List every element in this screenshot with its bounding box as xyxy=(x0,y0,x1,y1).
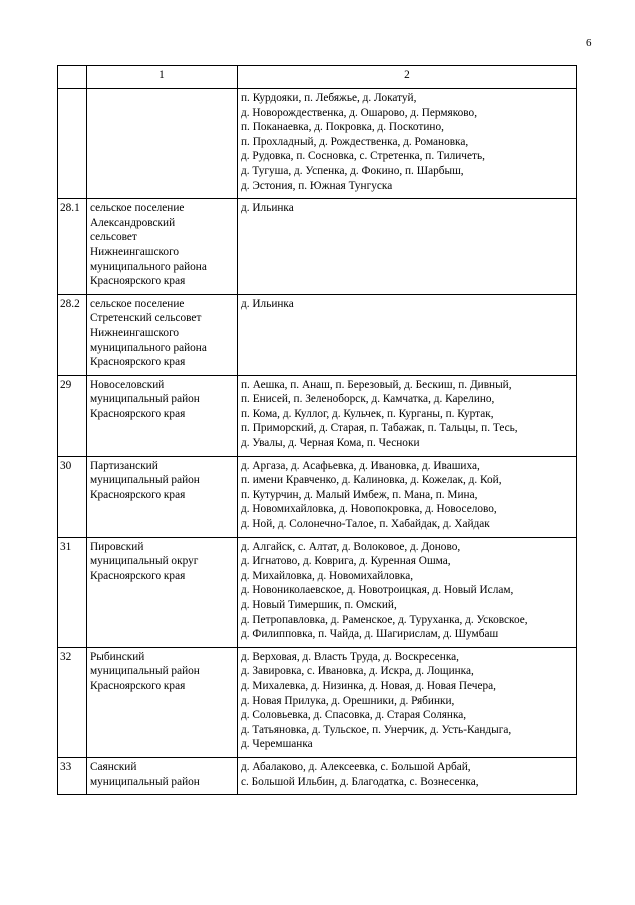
settlements-list-line: д. Увалы, д. Черная Кома, п. Чесноки xyxy=(241,437,420,450)
settlements-list-line: д. Рудовка, п. Сосновка, с. Стретенка, п. Тиличеть, xyxy=(241,150,485,163)
municipality-name-line: сельское поселение xyxy=(90,297,185,310)
municipality-name-line: Рыбинский xyxy=(90,650,145,663)
settlements-list-line: д. Абалаково, д. Алексеевка, с. Большой Арбай, xyxy=(241,760,471,773)
settlements-list-line: д. Новорождественка, д. Ошарово, д. Пермяково, xyxy=(241,106,478,119)
settlements-list-cell xyxy=(238,647,577,757)
settlements-list-line: д. Михалевка, д. Низинка, д. Новая, д. Новая Печера, xyxy=(241,679,496,692)
settlements-list-line: п. Приморский, д. Старая, п. Табажак, п. Тальцы, п. Тесь, xyxy=(241,422,518,435)
municipality-name-cell xyxy=(87,294,238,375)
table-row xyxy=(58,375,577,456)
municipality-name-line: Красноярского края xyxy=(90,407,186,420)
row-number-cell: 28.1 xyxy=(58,199,87,295)
table-row xyxy=(58,456,577,537)
settlements-list-line: д. Соловьевка, д. Спасовка, д. Старая Солянка, xyxy=(241,709,467,722)
settlements-list-cell xyxy=(238,456,577,537)
header-cell-1: 1 xyxy=(87,66,238,89)
municipality-name-line: Красноярского края xyxy=(90,488,186,501)
settlements-list-line: д. Филипповка, п. Чайда, д. Шагирислам, д. Шумбаш xyxy=(241,628,499,641)
header-cell-num xyxy=(58,66,87,89)
row-number-cell: 29 xyxy=(58,375,87,456)
settlements-list-cell xyxy=(238,537,577,647)
table-row xyxy=(58,294,577,375)
row-number-cell: 31 xyxy=(58,537,87,647)
settlements-list-cell xyxy=(238,757,577,794)
table-header-row xyxy=(58,66,577,89)
settlements-list-line: д. Аргаза, д. Асафьевка, д. Ивановка, д. Ивашиха, xyxy=(241,459,480,472)
municipality-name-line: муниципальный район xyxy=(90,775,200,788)
municipality-name-cell xyxy=(87,757,238,794)
municipality-name-line: муниципальный округ xyxy=(90,555,199,568)
municipality-name-line: Красноярского края xyxy=(90,356,186,369)
table-row xyxy=(58,647,577,757)
settlements-list-line: д. Ной, д. Солонечно-Талое, п. Хабайдак, д. Хайдак xyxy=(241,518,490,531)
settlements-list-line: п. Прохладный, д. Рождественка, д. Романовка, xyxy=(241,135,469,148)
municipality-name-line: Красноярского края xyxy=(90,569,186,582)
table-row xyxy=(58,537,577,647)
row-number-cell: 33 xyxy=(58,757,87,794)
municipality-name-line: муниципальный район xyxy=(90,474,200,487)
municipality-name-cell xyxy=(87,89,238,199)
settlements-list-line: п. Кутурчин, д. Малый Имбеж, п. Мана, п. Мина, xyxy=(241,488,478,501)
settlements-list-cell xyxy=(238,375,577,456)
settlements-list-cell xyxy=(238,294,577,375)
municipality-name-cell xyxy=(87,647,238,757)
header-cell-2: 2 xyxy=(238,66,577,89)
municipality-name-line: Нижнеингашского xyxy=(90,326,180,339)
municipality-name-line: Новоселовский xyxy=(90,378,165,391)
municipality-name-line: Стретенский сельсовет xyxy=(90,312,202,325)
settlements-list-line: д. Новая Прилука, д. Орешники, д. Рябинки, xyxy=(241,694,455,707)
row-number-cell: 32 xyxy=(58,647,87,757)
municipality-name-cell xyxy=(87,456,238,537)
municipality-name-line: Красноярского края xyxy=(90,275,186,288)
settlements-list-line: д. Новониколаевское, д. Новотроицкая, д. Новый Ислам, xyxy=(241,584,514,597)
municipality-name-line: муниципальный район xyxy=(90,665,200,678)
settlements-list-line: п. имени Кравченко, д. Калиновка, д. Кожелак, д. Кой, xyxy=(241,474,502,487)
row-number-cell: 30 xyxy=(58,456,87,537)
settlements-list-cell xyxy=(238,89,577,199)
row-number-cell: 28.2 xyxy=(58,294,87,375)
municipality-name-line: муниципальный район xyxy=(90,393,200,406)
settlements-list-line: д. Новомихайловка, д. Новопокровка, д. Новоселово, xyxy=(241,503,497,516)
municipality-name-line: муниципального района xyxy=(90,341,207,354)
settlements-list-line: п. Аешка, п. Анаш, п. Березовый, д. Бескиш, п. Дивный, xyxy=(241,378,512,391)
municipality-name-line: Александровский xyxy=(90,216,176,229)
settlements-list-line: д. Верховая, д. Власть Труда, д. Воскресенка, xyxy=(241,650,460,663)
settlements-list-line: д. Алгайск, с. Алтат, д. Волоковое, д. Доново, xyxy=(241,540,461,553)
settlements-list-line: д. Михайловка, д. Новомихайловка, xyxy=(241,569,414,582)
municipality-name-line: сельсовет xyxy=(90,231,137,244)
row-number-cell xyxy=(58,89,87,199)
municipality-name-cell xyxy=(87,199,238,295)
municipality-name-line: Нижнеингашского xyxy=(90,245,180,258)
settlements-list-line: с. Большой Ильбин, д. Благодатка, с. Вознесенка, xyxy=(241,775,479,788)
settlements-list-line: п. Курдояки, п. Лебяжье, д. Локатуй, xyxy=(241,92,417,104)
settlements-list-line: д. Эстония, п. Южная Тунгуска xyxy=(241,179,393,192)
settlements-table xyxy=(57,65,577,795)
settlements-list-line: д. Завировка, с. Ивановка, д. Искра, д. Лощинка, xyxy=(241,665,474,678)
municipality-name-cell xyxy=(87,375,238,456)
municipality-name-line: муниципального района xyxy=(90,260,207,273)
table-row xyxy=(58,757,577,794)
settlements-list-line: п. Кома, д. Куллог, д. Кульчек, п. Курганы, п. Куртак, xyxy=(241,407,494,420)
settlements-list-line: д. Тугуша, д. Успенка, д. Фокино, п. Шарбыш, xyxy=(241,164,464,177)
municipality-name-line: Пировский xyxy=(90,540,144,553)
table-row xyxy=(58,199,577,295)
table-row xyxy=(58,89,577,199)
settlements-list-line: д. Ильинка xyxy=(241,297,294,310)
settlements-list-line: д. Игнатово, д. Коврига, д. Куренная Ошма, xyxy=(241,555,451,568)
settlements-list-line: д. Петропавловка, д. Раменское, д. Туруханка, д. Усковское, xyxy=(241,613,528,626)
settlements-list-line: д. Ильинка xyxy=(241,202,294,215)
settlements-list-line: п. Енисей, п. Зеленоборск, д. Камчатка, д. Карелино, xyxy=(241,393,495,406)
page-number: 6 xyxy=(586,37,592,49)
settlements-list-line: д. Черемшанка xyxy=(241,738,313,751)
municipality-name-cell xyxy=(87,537,238,647)
settlements-list-line: д. Новый Тимершик, п. Омский, xyxy=(241,599,397,611)
municipality-name-line: Саянский xyxy=(90,760,137,773)
settlements-list-line: д. Татьяновка, д. Тульское, п. Унерчик, д. Усть-Кандыга, xyxy=(241,723,512,736)
municipality-name-line: Партизанский xyxy=(90,459,158,472)
municipality-name-line: Красноярского края xyxy=(90,679,186,692)
settlements-list-cell xyxy=(238,199,577,295)
settlements-list-line: п. Поканаевка, д. Покровка, д. Поскотино, xyxy=(241,121,444,134)
municipality-name-line: сельское поселение xyxy=(90,202,185,215)
